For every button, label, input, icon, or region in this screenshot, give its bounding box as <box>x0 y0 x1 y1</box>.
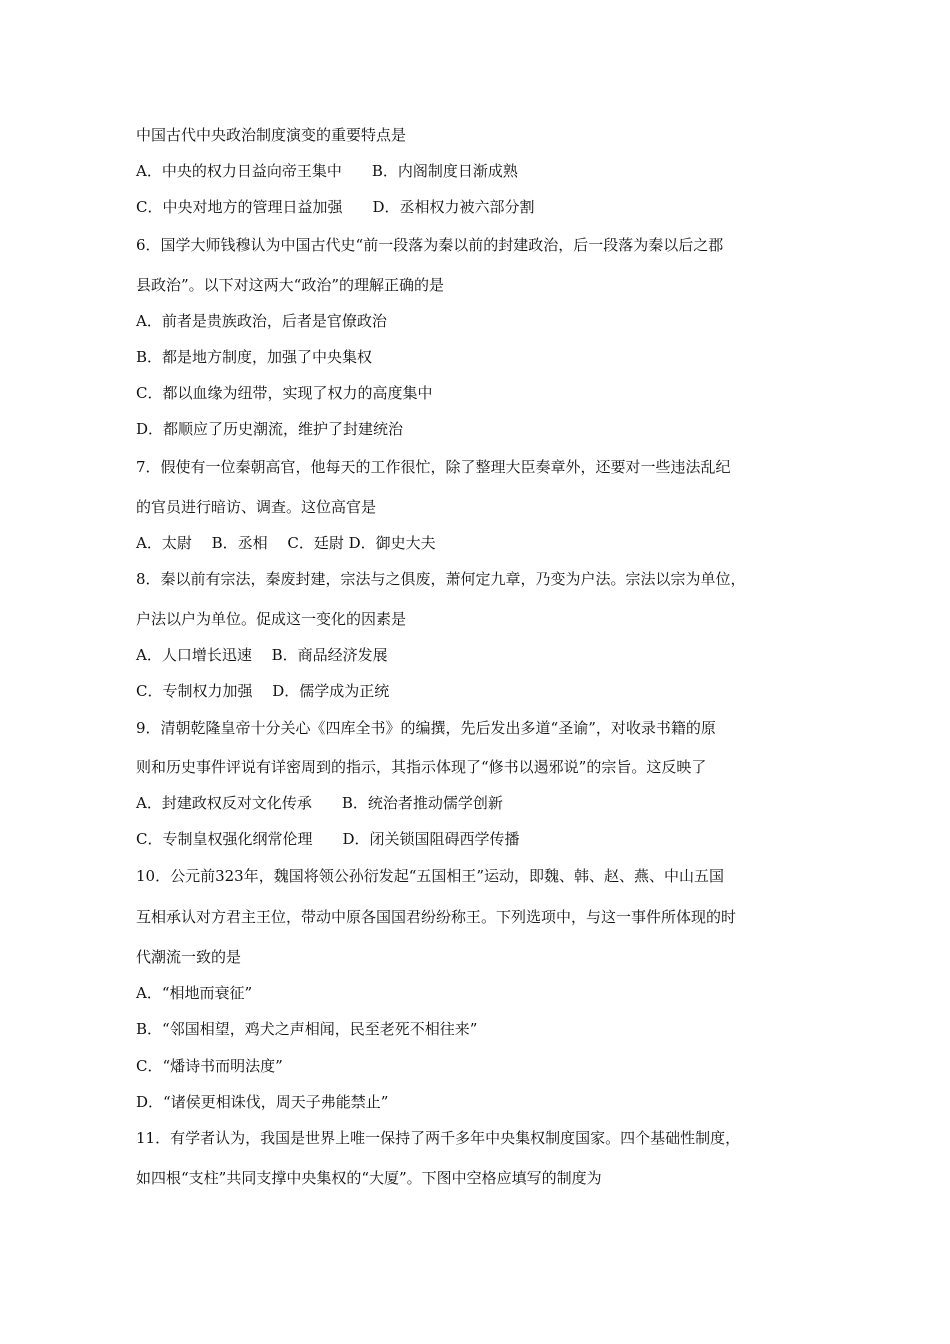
question-7-text: 7．假使有一位秦朝高官，他每天的工作很忙，除了整理大臣奏章外，还要对一些违法乱纪 <box>136 458 731 476</box>
question-8-text: 8．秦以前有宗法，秦废封建，宗法与之俱废，萧何定九章，乃变为户法。宗法以宗为单位， <box>136 570 746 588</box>
question-8-text: 户法以户为单位。促成这一变化的因素是 <box>136 610 407 628</box>
options-row: C．中央对地方的管理日益加强 D．丞相权力被六部分割 <box>136 198 535 216</box>
options-row: A．中央的权力日益向帝王集中 B．内阁制度日渐成熟 <box>136 162 518 180</box>
question-11-text: 11．有学者认为，我国是世界上唯一保持了两千多年中央集权制度国家。四个基础性制度， <box>136 1129 741 1147</box>
question-6-text: 6．国学大师钱穆认为中国古代史“前一段落为秦以前的封建政治，后一段落为秦以后之郡 <box>136 236 724 254</box>
option-c: C．“燔诗书而明法度” <box>136 1057 283 1075</box>
options-row: C．专制皇权强化纲常伦理 D．闭关锁国阻碍西学传播 <box>136 830 520 848</box>
option-a: A．前者是贵族政治，后者是官僚政治 <box>136 312 387 330</box>
options-row: A．封建政权反对文化传承 B．统治者推动儒学创新 <box>136 794 503 812</box>
question-6-text: 县政治”。以下对这两大“政治”的理解正确的是 <box>136 276 445 294</box>
option-c: C．都以血缘为纽带，实现了权力的高度集中 <box>136 384 433 402</box>
question-stem: 中国古代中央政治制度演变的重要特点是 <box>136 126 407 144</box>
options-row: A．太尉 B．丞相 C．廷尉 D．御史大夫 <box>136 534 436 552</box>
question-10-text: 代潮流一致的是 <box>136 948 242 966</box>
option-b: B．“邻国相望，鸡犬之声相闻，民至老死不相往来” <box>136 1020 478 1038</box>
options-row: A．人口增长迅速 B．商品经济发展 <box>136 646 388 664</box>
question-10-text: 互相承认对方君主王位，带动中原各国国君纷纷称王。下列选项中，与这一事件所体现的时 <box>136 908 737 926</box>
question-7-text: 的官员进行暗访、调查。这位高官是 <box>136 498 377 516</box>
question-9-text: 9．清朝乾隆皇帝十分关心《四库全书》的编撰，先后发出多道“圣谕”，对收录书籍的原 <box>136 719 716 737</box>
options-row: C．专制权力加强 D．儒学成为正统 <box>136 682 390 700</box>
option-d: D．都顺应了历史潮流，维护了封建统治 <box>136 420 404 438</box>
question-9-text: 则和历史事件评说有详密周到的指示，其指示体现了“修书以遏邪说”的宗旨。这反映了 <box>136 758 707 776</box>
question-11-text: 如四根“支柱”共同支撑中央集权的“大厦”。下图中空格应填写的制度为 <box>136 1169 602 1187</box>
question-10-text: 10．公元前323年，魏国将领公孙衍发起“五国相王”运动，即魏、韩、赵、燕、中山五国 <box>136 867 725 885</box>
option-a: A．“相地而衰征” <box>136 984 253 1002</box>
option-d: D．“诸侯更相诛伐，周天子弗能禁止” <box>136 1093 389 1111</box>
option-b: B．都是地方制度，加强了中央集权 <box>136 348 373 366</box>
